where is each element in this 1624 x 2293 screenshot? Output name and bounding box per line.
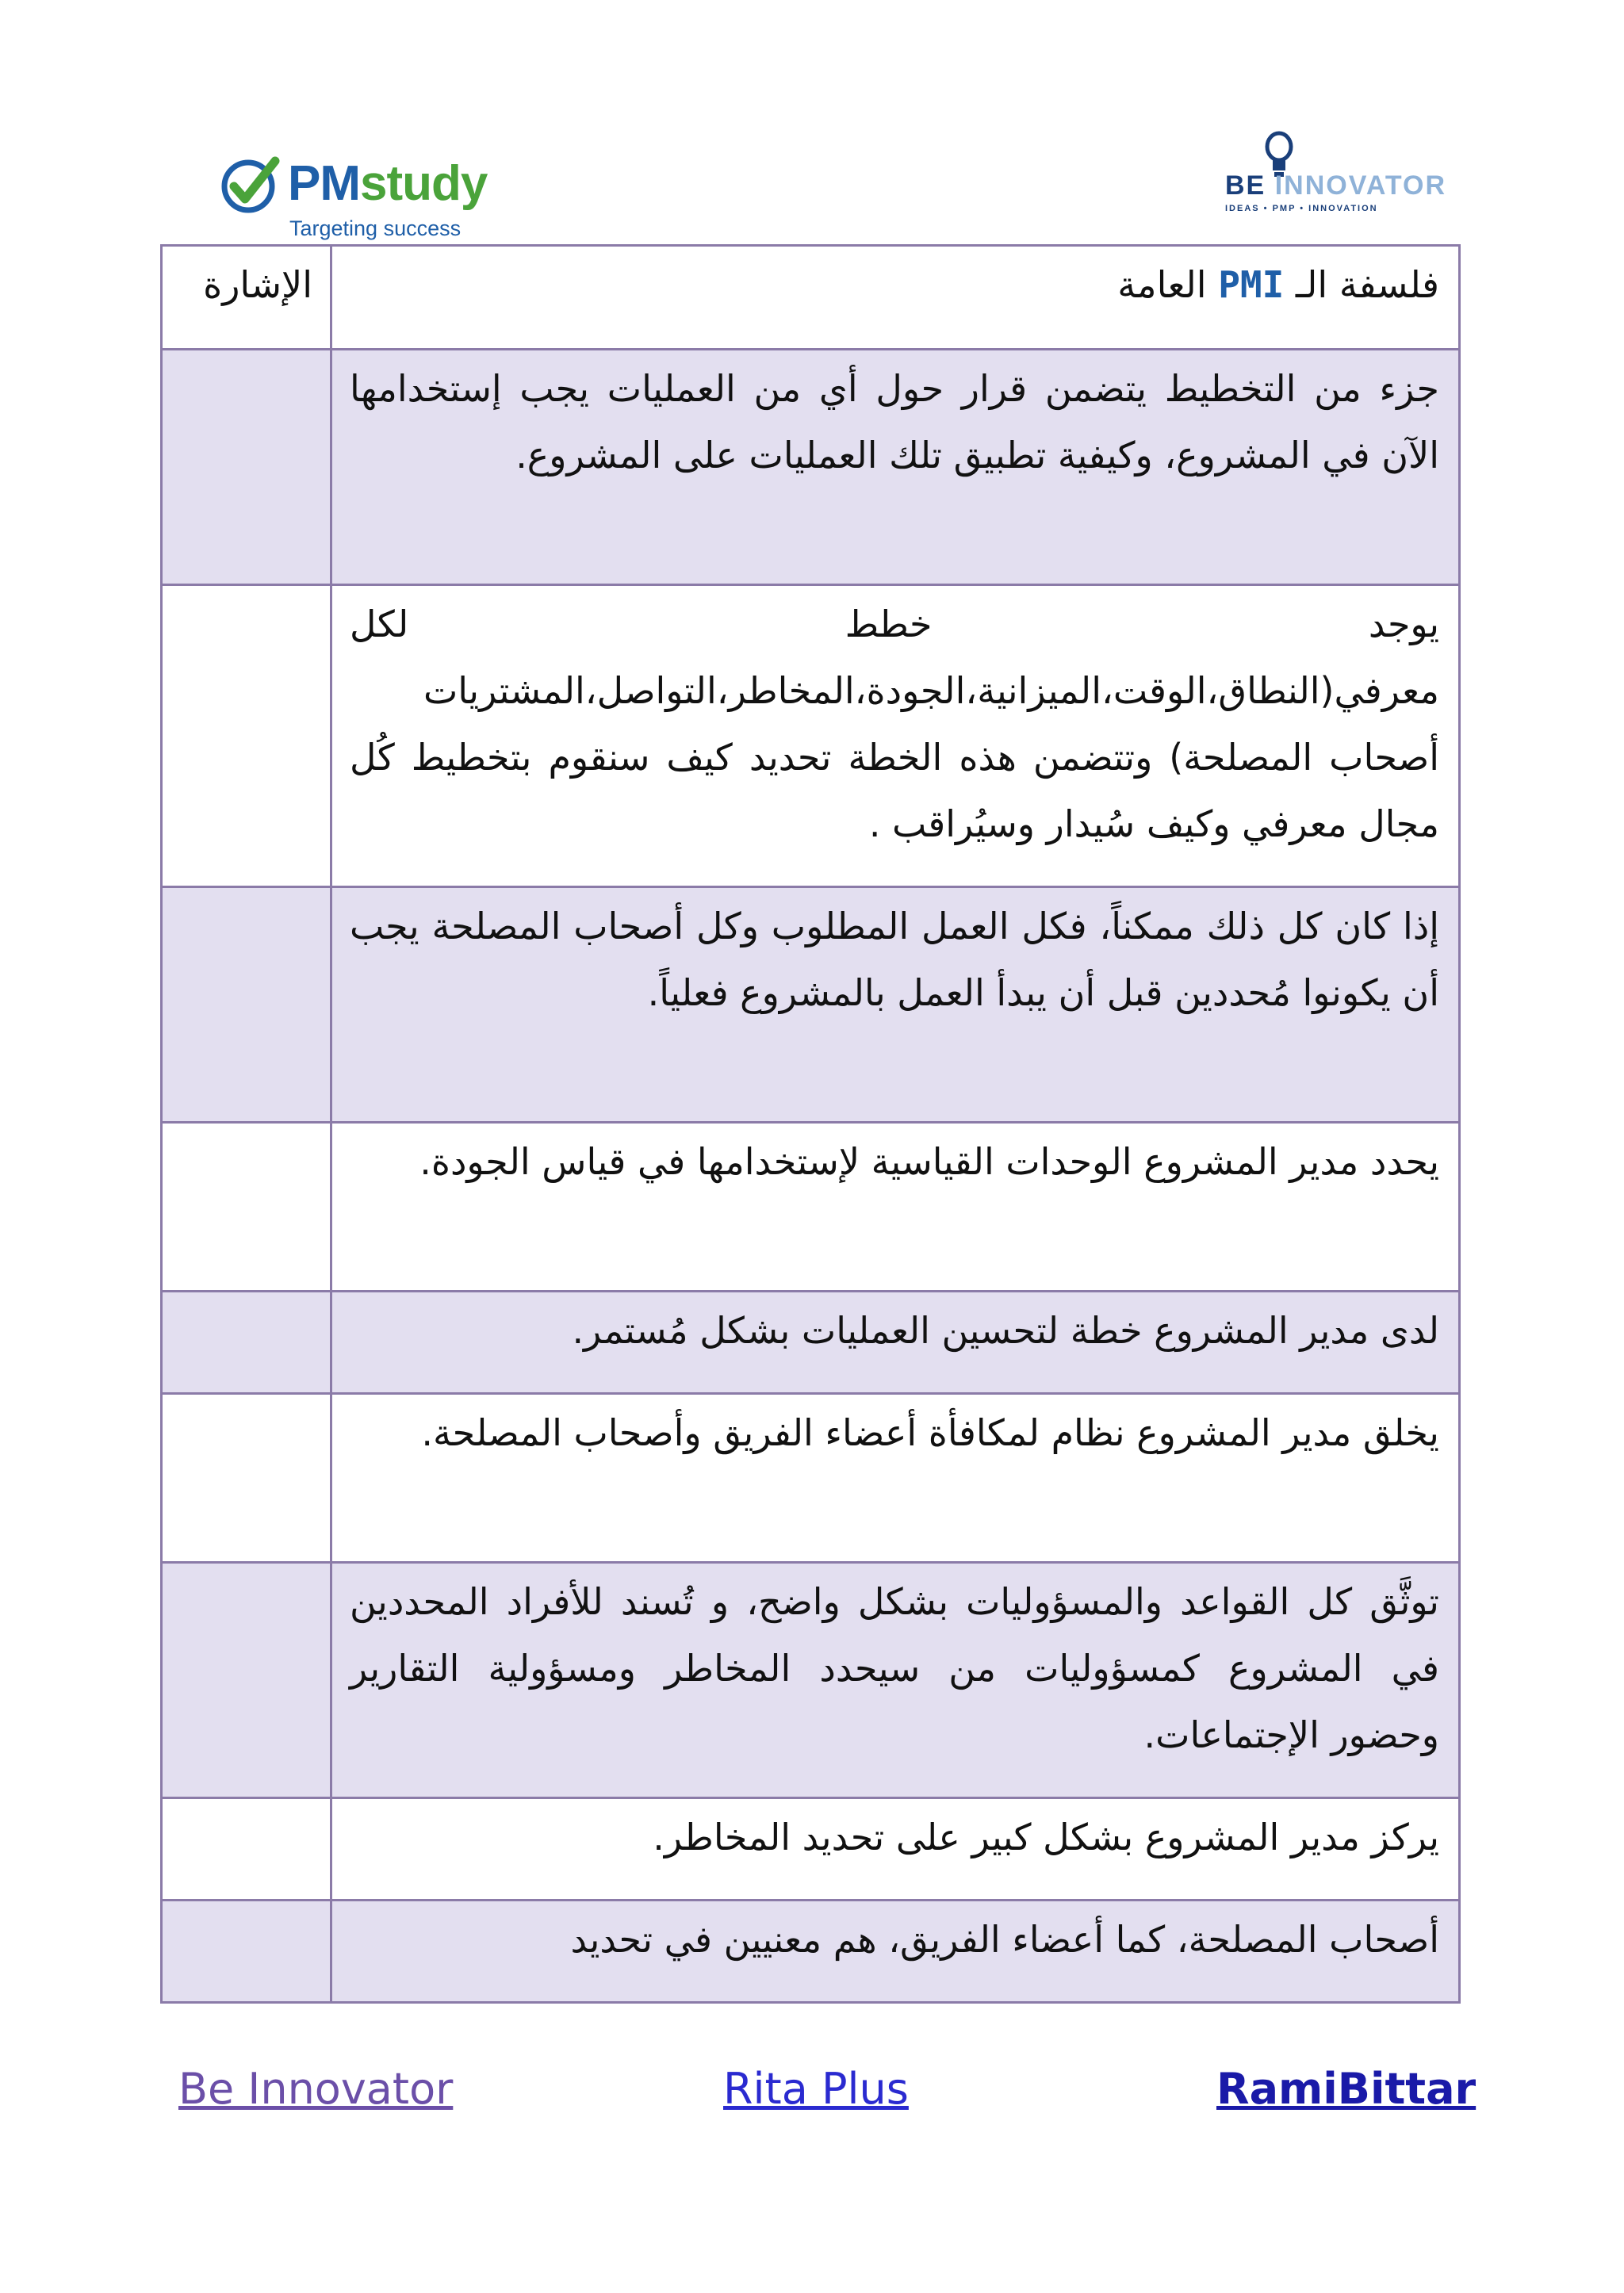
rita-plus-link[interactable]: Rita Plus <box>723 2064 909 2114</box>
ramibittar-link[interactable]: RamiBittar <box>1216 2064 1477 2114</box>
ref-header: الإشارة <box>203 263 312 306</box>
statement-text: يحدد مدير المشروع الوحدات القياسية لإستخدامها في قياس الجودة. <box>419 1140 1439 1183</box>
table-row <box>162 350 1460 585</box>
innovator-text: INNOVATOR <box>1274 170 1447 201</box>
main-header-cell <box>331 246 1460 350</box>
main-header-acronym: PMI <box>1218 263 1285 306</box>
main-header <box>332 247 1458 348</box>
ref-cell[interactable] <box>162 1901 331 2003</box>
ref-cell[interactable] <box>162 1123 331 1292</box>
ref-cell[interactable] <box>162 585 331 887</box>
statement-cell <box>331 1123 1460 1292</box>
pmstudy-prefix: PM <box>288 156 360 211</box>
statement-cell <box>331 1798 1460 1901</box>
statement-cell <box>331 1292 1460 1394</box>
ref-cell[interactable] <box>162 1798 331 1901</box>
ref-value <box>163 1124 330 1136</box>
statement-text: يركز مدير المشروع بشكل كبير على تحديد المخاطر. <box>653 1816 1439 1859</box>
table-header-row <box>162 246 1460 350</box>
ref-cell[interactable] <box>162 1394 331 1563</box>
be-innovator-logo <box>1225 131 1447 218</box>
ref-value <box>163 1901 330 1914</box>
statement-text: يخلق مدير المشروع نظام لمكافأة أعضاء الفريق وأصحاب المصلحة. <box>421 1411 1439 1454</box>
statement-text: لدى مدير المشروع خطة لتحسين العمليات بشكل مُستمر. <box>572 1309 1439 1352</box>
statement-cell <box>331 1901 1460 2003</box>
ref-value <box>163 1799 330 1812</box>
statement-text: إذا كان كل ذلك ممكناً، فكل العمل المطلوب وكل أصحاب المصلحة يجب أن يكونوا مُحددين قبل أن يبدأ العمل بالمشروع فعلياً. <box>350 905 1439 1014</box>
table-row <box>162 887 1460 1123</box>
statement-text: يوجد خطط لكل معرفي(النطاق،الوقت،الميزانية،الجودة،المخاطر،التواصل،المشتريات أصحاب المصلحة) وتتضمن هذه الخطة تحديد كيف سنقوم بتخطيط كُل مجال معرفي وكيف سُيدار وسيُراقب . <box>350 603 1439 845</box>
ref-value <box>163 1564 330 1576</box>
table-row <box>162 1563 1460 1798</box>
table-row <box>162 1901 1460 2003</box>
checkmark-circle-icon <box>218 153 282 216</box>
statement-cell <box>331 585 1460 887</box>
ref-value <box>163 350 330 363</box>
be-innovator-tagline: IDEAS • PMP • INNOVATION <box>1225 204 1378 213</box>
ref-cell[interactable] <box>162 887 331 1123</box>
ref-header-cell <box>162 246 331 350</box>
main-header-suffix: العامة <box>1117 263 1219 306</box>
ref-cell[interactable] <box>162 1563 331 1798</box>
ref-cell[interactable] <box>162 1292 331 1394</box>
statement-text: توثَّق كل القواعد والمسؤوليات بشكل واضح، و تُسند للأفراد المحددين في المشروع كمسؤوليات من سيحدد المخاطر ومسؤولية التقارير وحضور الإجتماعات. <box>350 1580 1439 1756</box>
pmstudy-wordmark <box>288 156 487 212</box>
statement-text: جزء من التخطيط يتضمن قرار حول أي من العمليات يجب إستخدامها الآن في المشروع، وكيفية تطبيق تلك العمليات على المشروع. <box>350 367 1439 477</box>
pmstudy-suffix: study <box>360 156 488 211</box>
pmstudy-tagline: Targeting success <box>289 216 462 240</box>
table-row <box>162 1292 1460 1394</box>
be-innovator-wordmark <box>1225 170 1446 201</box>
table-row <box>162 1123 1460 1292</box>
ref-cell[interactable] <box>162 350 331 585</box>
statement-cell <box>331 887 1460 1123</box>
ref-value <box>163 1395 330 1407</box>
ref-value <box>163 888 330 901</box>
main-header-prefix: فلسفة الـ <box>1284 263 1439 306</box>
statement-text: أصحاب المصلحة، كما أعضاء الفريق، هم معنيين في تحديد <box>570 1918 1439 1961</box>
statement-cell <box>331 1394 1460 1563</box>
statement-cell <box>331 350 1460 585</box>
be-innovator-link[interactable]: Be Innovator <box>178 2064 454 2114</box>
table-row <box>162 1798 1460 1901</box>
table-row <box>162 585 1460 887</box>
be-text: BE <box>1225 170 1266 201</box>
ref-value <box>163 586 330 599</box>
ref-value <box>163 1292 330 1305</box>
pmstudy-logo <box>218 147 535 246</box>
statement-cell <box>331 1563 1460 1798</box>
table-row <box>162 1394 1460 1563</box>
pmi-philosophy-table <box>160 244 1461 2004</box>
